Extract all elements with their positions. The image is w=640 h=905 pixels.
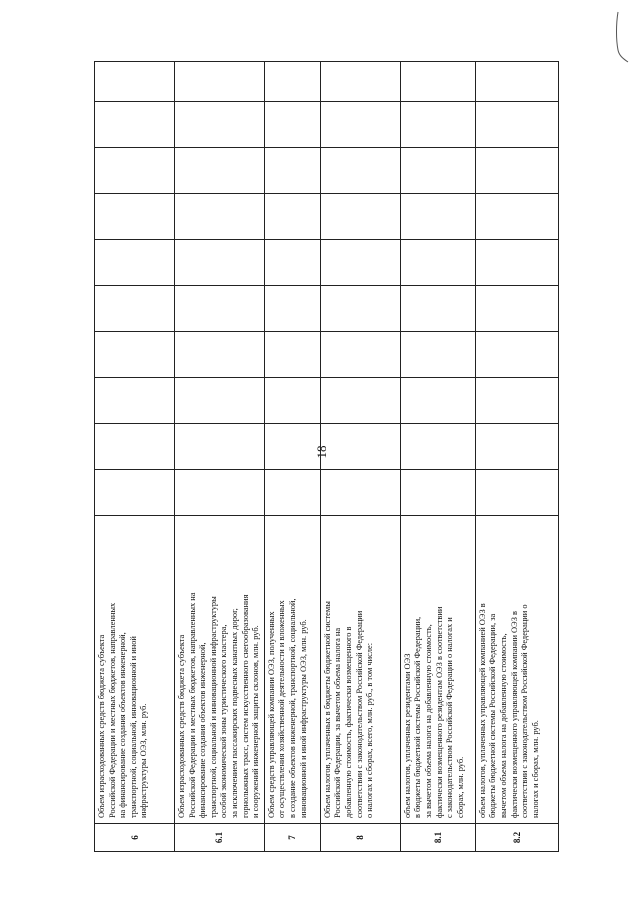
value-cell [95,378,175,424]
value-cell [175,102,265,148]
value-cell [320,148,400,194]
row-description [475,516,558,824]
value-cell [95,62,175,102]
description-line: объем налогов, уплаченных управляющей компанией ОЭЗ в [477,603,487,818]
description-line: налогах и сборах, млн. руб. [530,720,540,818]
value-cell [475,148,558,194]
description-line: соответствии с законодательством Российской Федерации [354,610,364,818]
description-line: бюджеты бюджетной системы Российской Федерации, за [488,613,498,818]
description-line: с законодательством Российской Федерации о налогах и [445,617,455,818]
value-cell [400,424,475,470]
value-cell [400,102,475,148]
value-cell [400,470,475,516]
value-cell [400,62,475,102]
row-number: 8.2 [475,824,558,852]
value-cell [264,286,320,332]
value-cell [95,240,175,286]
value-cell [175,332,265,378]
value-cell [400,378,475,424]
description-line: транспортной, социальной и инновационной инфраструктуры [208,596,218,818]
value-cell [400,286,475,332]
value-cell [264,62,320,102]
row-number: 7 [264,824,320,852]
description-line: вычетом объема налога на добавленную стоимость, [498,633,508,818]
value-cell [175,378,265,424]
value-cell [264,332,320,378]
value-cell [320,240,400,286]
description-line: инфраструктуры ОЭЗ, млн. руб. [139,703,149,818]
value-cell [264,470,320,516]
description-line: объем налогов, уплаченных резидентами ОЭЗ [402,653,412,818]
value-cell [264,424,320,470]
description-line: и сооружений инженерной защиты склонов, млн. руб. [251,625,261,818]
value-cell [95,332,175,378]
row-number: 8.1 [400,824,475,852]
value-cell [475,62,558,102]
row-description [400,516,475,824]
value-cell [320,378,400,424]
description-line: Объем израсходованных средств бюджета субъекта [97,634,106,818]
description-line: в бюджеты бюджетной системы Российской Федерации, [413,616,423,818]
value-cell [175,470,265,516]
value-cell [475,102,558,148]
value-cell [475,470,558,516]
description-line: фактически возмещенного управляющей компании ОЭЗ в [509,611,519,818]
value-cell [400,148,475,194]
row-description [95,516,175,824]
value-cell [475,286,558,332]
value-cell [175,240,265,286]
value-cell [264,240,320,286]
value-cell [95,102,175,148]
value-cell [95,148,175,194]
data-table-container [94,62,552,852]
description-line: на финансирование создания объектов инженерной, [118,632,128,818]
value-cell [264,194,320,240]
description-line: Объем средств управляющей компании ОЭЗ, полученных [266,611,276,818]
value-cell [95,286,175,332]
description-line: за вычетом объема налога на добавленную стоимость, [423,624,433,818]
description-line: сборах, млн. руб. [455,756,465,818]
description-line: Российской Федерации и местных бюджетов, направленных [107,602,117,818]
value-cell [320,470,400,516]
row-description [175,516,265,824]
description-line: соответствии с законодательством Российской Федерации о [520,604,530,818]
value-cell [320,424,400,470]
value-cell [95,424,175,470]
description-line: Российской Федерации, за вычетом объема налога на [333,627,343,818]
description-line: добавленную стоимость, фактически возмещенного в [343,626,353,818]
value-cell [175,148,265,194]
description-line: в создание объектов инженерной, транспортной, социальной, [287,598,297,818]
table-row [475,62,558,852]
value-cell [400,194,475,240]
table-row [264,62,320,852]
value-cell [175,424,265,470]
table-row [400,62,475,852]
value-cell [475,240,558,286]
table-row [320,62,400,852]
row-number: 6.1 [175,824,265,852]
description-line: Объем налогов, уплаченных в бюджеты бюджетной системы [322,601,332,818]
description-line: Российской Федерации и местных бюджетов, направленных на [187,592,197,818]
description-line: инновационной и иной инфраструктуры ОЭЗ, млн. руб. [298,619,308,818]
page-number: 18 [314,445,329,459]
scan-edge-mark [612,10,632,64]
value-cell [320,62,400,102]
data-table [94,61,559,852]
row-description [264,516,320,824]
value-cell [175,62,265,102]
description-line: фактически возмещенного резидентам ОЭЗ в соответствии [434,606,444,818]
row-number: 6 [95,824,175,852]
description-line: от осуществления хозяйственной деятельности и вложенных [277,600,287,818]
description-line: горнолыжных трасс, систем искусственного снегообразования [240,594,250,818]
value-cell [320,102,400,148]
value-cell [264,148,320,194]
value-cell [475,378,558,424]
value-cell [95,470,175,516]
value-cell [320,286,400,332]
description-line: транспортной, социальной, инновационной и иной [128,636,138,818]
description-line: финансирование создания объектов инженерной, [198,642,208,818]
description-line: за исключением пассажирских подвесных канатных дорог, [229,608,239,818]
value-cell [264,102,320,148]
value-cell [475,332,558,378]
value-cell [320,332,400,378]
description-line: о налогах и сборах, всего, млн. руб., в том числе: [365,642,375,818]
value-cell [320,194,400,240]
value-cell [264,378,320,424]
table-row [95,62,175,852]
value-cell [175,194,265,240]
value-cell [475,194,558,240]
value-cell [475,424,558,470]
value-cell [400,332,475,378]
value-cell [175,286,265,332]
value-cell [95,194,175,240]
row-description [320,516,400,824]
description-line: Объем израсходованных средств бюджета субъекта [177,634,186,818]
description-line: особой экономической зоны туристического кластера, [219,624,229,818]
value-cell [400,240,475,286]
row-number: 8 [320,824,400,852]
table-row [175,62,265,852]
